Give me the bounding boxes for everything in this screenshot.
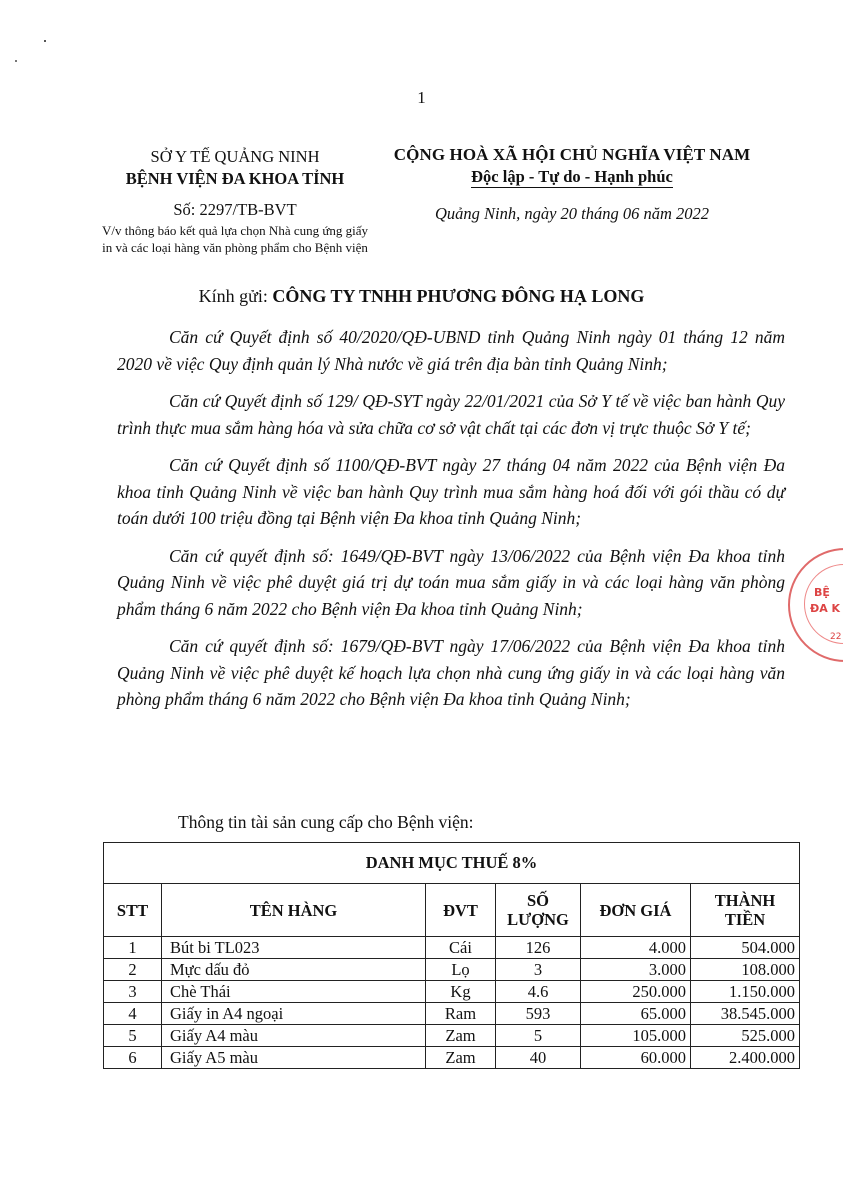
cell-total: 504.000 [691, 937, 800, 959]
goods-table-wrapper [103, 842, 799, 1069]
header-name: TÊN HÀNG [162, 884, 426, 937]
nation-title: CỘNG HOÀ XÃ HỘI CHỦ NGHĨA VIỆT NAM [393, 145, 751, 164]
cell-price: 60.000 [581, 1047, 691, 1069]
cell-stt: 3 [104, 981, 162, 1003]
scan-speck [44, 40, 46, 42]
cell-price: 250.000 [581, 981, 691, 1003]
legal-basis-paragraph: Căn cứ quyết định số: 1679/QĐ-BVT ngày 17/06/2022 của Bệnh viện Đa khoa tỉnh Quảng Ninh về việc phê duyệt kế hoạch lựa chọn nhà cung ứng giấy in và các loại hàng văn phòng phẩm tháng 6 năm 2022 cho Bệnh viện Đa khoa tỉnh Quảng Ninh; [117, 636, 785, 709]
header-unit: ĐVT [426, 884, 496, 937]
header-quantity-line1: SỐ [526, 891, 549, 910]
cell-unit: Kg [426, 981, 496, 1003]
cell-name: Giấy in A4 ngoại [162, 1003, 426, 1025]
goods-table [103, 842, 800, 1069]
table-row [104, 981, 800, 1003]
issuer-block [100, 146, 370, 256]
cell-name: Bút bi TL023 [162, 937, 426, 959]
legal-basis [117, 324, 785, 724]
legal-basis-paragraph: Căn cứ quyết định số: 1649/QĐ-BVT ngày 13/06/2022 của Bệnh viện Đa khoa tỉnh Quảng Ninh về việc phê duyệt giá trị dự toán mua sắm giấy in và các loại hàng văn phòng phẩm tháng 6 năm 2022 cho Bệnh viện Đa khoa tỉnh Quảng Ninh; [117, 545, 785, 619]
document-subject: V/v thông báo kết quả lựa chọn Nhà cung ứng giấy in và các loại hàng văn phòng phẩm cho Bệnh viện [101, 223, 369, 255]
header-quantity [496, 884, 581, 937]
cell-name: Giấy A5 màu [162, 1047, 426, 1069]
cell-stt: 4 [104, 1003, 162, 1025]
header-total [691, 884, 800, 937]
table-header-row [104, 884, 800, 937]
seal-text: 22 [830, 632, 842, 642]
cell-total: 38.545.000 [691, 1003, 800, 1025]
cell-total: 108.000 [691, 959, 800, 981]
cell-unit: Zam [426, 1047, 496, 1069]
cell-name: Mực dấu đỏ [162, 959, 426, 981]
cell-unit: Ram [426, 1003, 496, 1025]
table-row [104, 1025, 800, 1047]
cell-quantity: 4.6 [496, 981, 581, 1003]
cell-unit: Cái [426, 937, 496, 959]
cell-unit: Lọ [426, 959, 496, 981]
table-row [104, 959, 800, 981]
cell-total: 2.400.000 [691, 1047, 800, 1069]
hospital-name: BỆNH VIỆN ĐA KHOA TỈNH [125, 169, 345, 188]
cell-price: 105.000 [581, 1025, 691, 1047]
cell-total: 525.000 [691, 1025, 800, 1047]
cell-price: 3.000 [581, 959, 691, 981]
header-total-line1: THÀNH [714, 891, 776, 910]
date-line: Quảng Ninh, ngày 20 tháng 06 năm 2022 [434, 204, 710, 223]
cell-quantity: 3 [496, 959, 581, 981]
cell-price: 4.000 [581, 937, 691, 959]
header-total-line2: TIỀN [724, 910, 766, 929]
motto-text: Độc lập - Tự do - Hạnh phúc [471, 167, 673, 186]
cell-quantity: 5 [496, 1025, 581, 1047]
ministry-name: SỞ Y TẾ QUẢNG NINH [150, 147, 320, 166]
cell-quantity: 40 [496, 1047, 581, 1069]
table-row [104, 1003, 800, 1025]
seal-text: ĐA K [810, 602, 841, 615]
legal-basis-paragraph: Căn cứ Quyết định số 1100/QĐ-BVT ngày 27 tháng 04 năm 2022 của Bệnh viện Đa khoa tỉnh Quảng Ninh về việc ban hành Quy trình mua sắm hàng hoá đối với gói thầu có dự toán dưới 100 triệu đồng tại Bệnh viện Đa khoa tỉnh Quảng Ninh; [117, 455, 785, 528]
recipient-line [0, 286, 843, 307]
cell-name: Chè Thái [162, 981, 426, 1003]
scan-speck [15, 60, 17, 62]
table-title: DANH MỤC THUẾ 8% [104, 843, 800, 884]
cell-unit: Zam [426, 1025, 496, 1047]
cell-total: 1.150.000 [691, 981, 800, 1003]
legal-basis-paragraph: Căn cứ Quyết định số 40/2020/QĐ-UBND tỉnh Quảng Ninh ngày 01 tháng 12 năm 2020 về việc Quy định quản lý Nhà nước về giá trên địa bàn tỉnh Quảng Ninh; [117, 327, 785, 374]
header-stt: STT [104, 884, 162, 937]
red-seal-stamp [788, 548, 843, 662]
document-number: Số: 2297/TB-BVT [173, 200, 297, 219]
recipient-name: CÔNG TY TNHH PHƯƠNG ĐÔNG HẠ LONG [272, 286, 645, 306]
cell-stt: 1 [104, 937, 162, 959]
national-motto [372, 166, 772, 188]
table-title-row [104, 843, 800, 884]
cell-price: 65.000 [581, 1003, 691, 1025]
header-quantity-line2: LƯỢNG [507, 910, 569, 929]
page-number: 1 [417, 88, 426, 107]
cell-stt: 2 [104, 959, 162, 981]
cell-stt: 5 [104, 1025, 162, 1047]
legal-basis-paragraph: Căn cứ Quyết định số 129/ QĐ-SYT ngày 22/01/2021 của Sở Y tế về việc ban hành Quy trình thực mua sắm hàng hóa và sửa chữa cơ sở vật chất tại các đơn vị trực thuộc Sở Y tế; [117, 391, 785, 438]
cell-stt: 6 [104, 1047, 162, 1069]
national-header [372, 143, 772, 224]
cell-quantity: 126 [496, 937, 581, 959]
cell-quantity: 593 [496, 1003, 581, 1025]
recipient-prefix: Kính gửi: [198, 286, 273, 306]
table-row [104, 1047, 800, 1069]
seal-text: BỆ [814, 586, 830, 599]
header-price: ĐƠN GIÁ [581, 884, 691, 937]
info-line: Thông tin tài sản cung cấp cho Bệnh viện: [178, 812, 474, 832]
table-row [104, 937, 800, 959]
cell-name: Giấy A4 màu [162, 1025, 426, 1047]
